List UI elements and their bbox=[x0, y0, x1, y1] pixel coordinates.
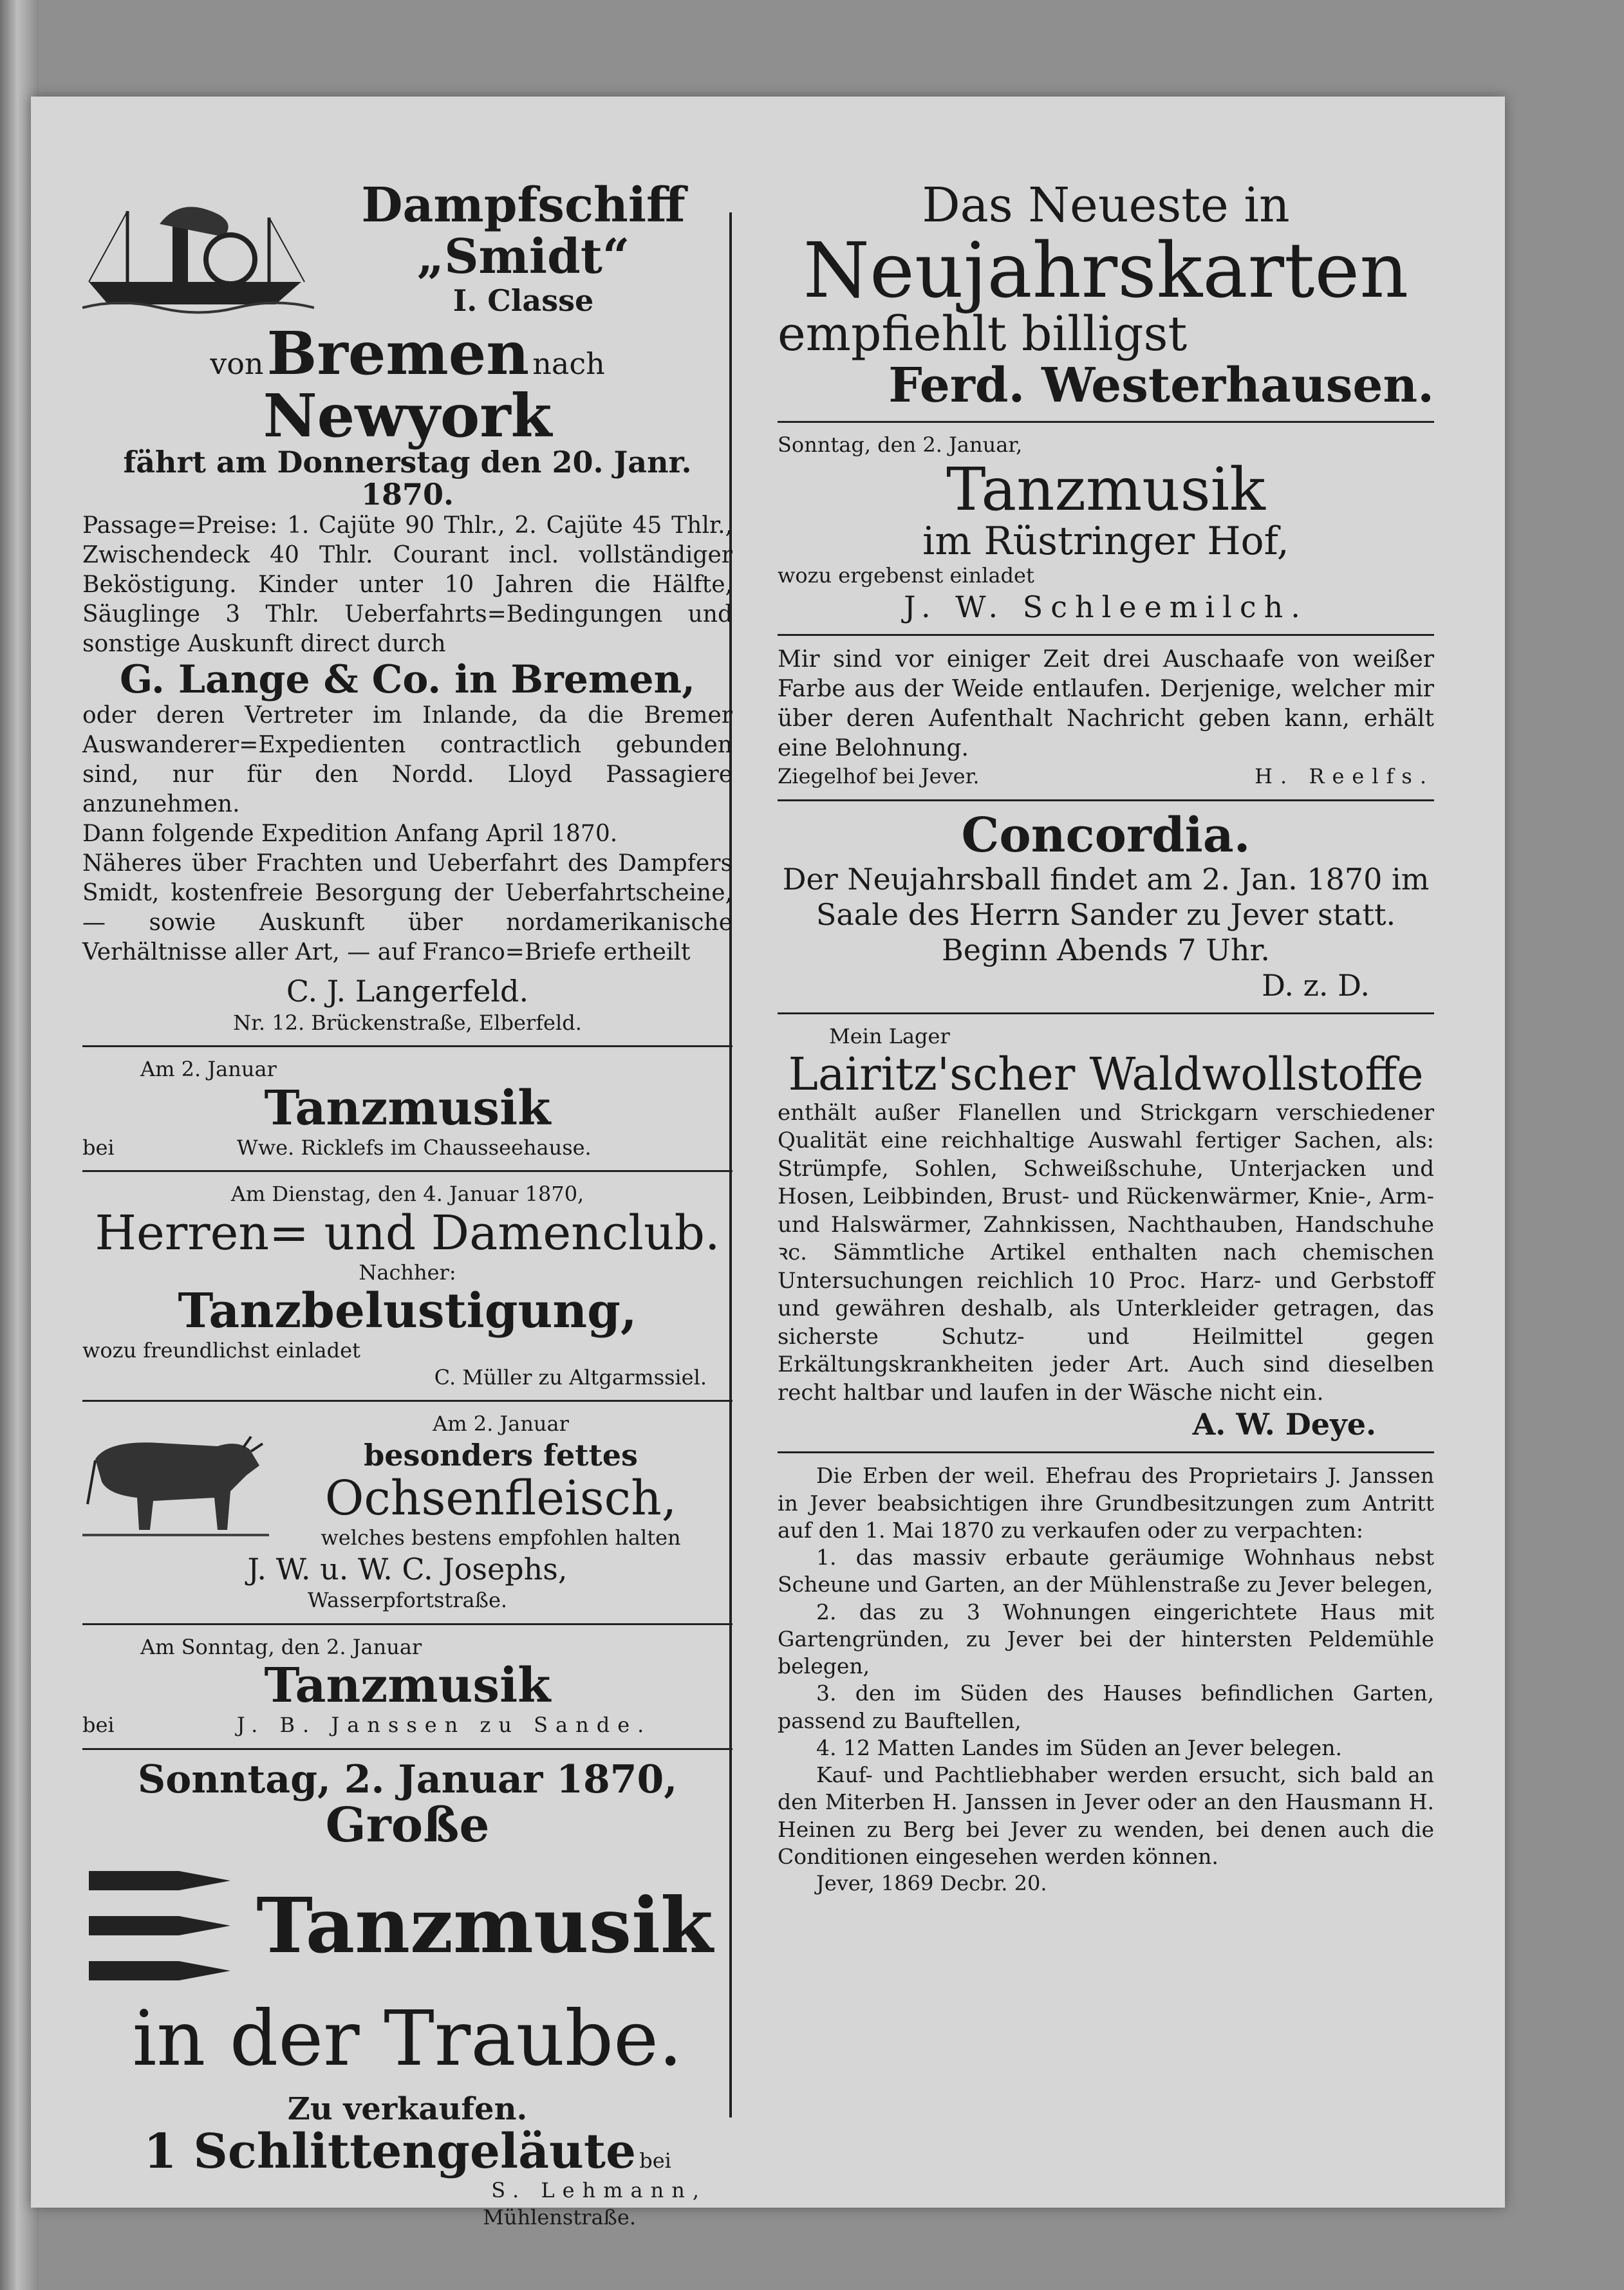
divider bbox=[778, 421, 1434, 423]
ad-signer: H. Reelfs. bbox=[1255, 764, 1434, 789]
dance-ad-ricklefs bbox=[82, 1056, 733, 1161]
route-to: Newyork bbox=[263, 380, 552, 451]
ad-host: Ferd. Westerhausen. bbox=[888, 358, 1434, 414]
club-ad bbox=[82, 1181, 733, 1391]
ad-host: Wwe. Ricklefs im Chausseehause. bbox=[236, 1135, 592, 1160]
meat-ad bbox=[82, 1411, 733, 1614]
ad-host: J. W. u. W. C. Josephs, bbox=[247, 1551, 568, 1587]
ad-date: Sonntag, den 2. Januar, bbox=[778, 433, 1023, 458]
ad-item-3: 3. den im Süden des Hauses befindlichen Garten, passend zu Bauftellen, bbox=[778, 1680, 1434, 1733]
ad-title: Concordia. bbox=[961, 807, 1251, 863]
ox-icon bbox=[82, 1420, 269, 1543]
ad-title: Tanzmusik bbox=[946, 454, 1265, 524]
ad-title-3: in der Traube. bbox=[132, 1994, 683, 2083]
divider bbox=[82, 1170, 733, 1172]
ad-line2: welches bestens empfohlen halten bbox=[321, 1525, 681, 1550]
ad-invite: wozu ergebenst einladet bbox=[778, 563, 1034, 588]
ad-address: Mühlenstraße. bbox=[483, 2205, 636, 2230]
ad-body: Der Neujahrsball findet am 2. Jan. 1870 im Saale des Herrn Sander zu Jever statt. bbox=[782, 861, 1430, 932]
ad-host: J. B. Janssen zu Sande. bbox=[236, 1713, 652, 1738]
pointing-hand-icon bbox=[82, 1852, 237, 2000]
ad-invite: wozu freundlichst einladet bbox=[82, 1338, 360, 1363]
ad-bei: bei bbox=[639, 2148, 671, 2173]
ad-date: Jever, 1869 Decbr. 20. bbox=[816, 1870, 1047, 1895]
ad-signer: A. W. Deye. bbox=[1192, 1407, 1376, 1442]
divider bbox=[778, 634, 1434, 636]
ad-body: Mir sind vor einiger Zeit drei Auschaafe von weißer Farbe aus der Weide entlaufen. Derjenige, welcher mir über deren Aufenthalt Nachricht geben kann, erhält eine Belohnung. bbox=[778, 646, 1434, 762]
ad-title-1: Große bbox=[325, 1798, 490, 1854]
route-von: von bbox=[210, 346, 264, 381]
steamship-ad bbox=[82, 180, 733, 1036]
route-from: Bremen bbox=[266, 319, 530, 388]
ad-title-2: Tanzbelustigung, bbox=[178, 1283, 637, 1339]
divider bbox=[82, 1045, 733, 1047]
ad-address: Wasserpfortstraße. bbox=[307, 1587, 508, 1612]
divider bbox=[778, 1012, 1434, 1014]
ad-place: im Rüstringer Hof, bbox=[922, 519, 1289, 564]
ad-signer: D. z. D. bbox=[1262, 968, 1370, 1003]
ad-host: S. Lehmann, bbox=[491, 2178, 707, 2203]
sleigh-bells-ad bbox=[82, 2090, 733, 2231]
ad-time: Beginn Abends 7 Uhr. bbox=[941, 933, 1271, 968]
property-sale-ad bbox=[778, 1462, 1434, 1897]
ad-title: Herren= und Damenclub. bbox=[95, 1205, 720, 1261]
ad-date: Sonntag, 2. Januar 1870, bbox=[137, 1756, 678, 1802]
ad-title: Tanzmusik bbox=[264, 1658, 551, 1714]
agent-name: G. Lange & Co. in Bremen, bbox=[119, 656, 696, 702]
ad-intro: Mein Lager bbox=[829, 1024, 950, 1049]
ad-body: enthält außer Flanellen und Strickgarn verschiedener Qualität eine reichhaltige Auswahl fertiger Sachen, als: Strümpfe, Sohlen, Schweißschuhe, Unterjacken und Hosen, Leibbinden, Brust- und Rückenwärmer, Knie-, Arm- und Halswärmer, Zahnkissen, Nachthauben, Handschuhe ꝛc. Sämmtliche Artikel enthalten nach chemischen Untersuchungen reichlich 10 Proc. Harz- und Gerbstoff und gewähren deshalb, als Unterkleider getragen, das sicherste Schutz- und Heilmittel gegen Erkältungskrankheiten jeder Art. Auch sind dieselben recht haltbar und laufen in der Wäsche nicht ein. bbox=[778, 1099, 1434, 1406]
next-expedition: Dann folgende Expedition Anfang April 1870. bbox=[82, 821, 618, 848]
further-info: Näheres über Frachten und Ueberfahrt des Dampfers Smidt, kostenfreie Besorgung der Ueberfahrtscheine, — sowie Auskunft über nordamerikanische Verhältnisse aller Art, — auf Franco=Briefe ertheilt bbox=[82, 850, 733, 966]
ad-date: Am Dienstag, den 4. Januar 1870, bbox=[230, 1182, 584, 1207]
ad-title: Ochsenfleisch, bbox=[324, 1471, 677, 1527]
right-column bbox=[778, 180, 1434, 1897]
ad-host: C. Müller zu Altgarmssiel. bbox=[434, 1364, 707, 1390]
ad-host: J. W. Schleemilch. bbox=[904, 589, 1308, 624]
agent-details: oder deren Vertreter im Inlande, da die Bremer Auswanderer=Expedienten contractlich gebunden sind, nur für den Nordd. Lloyd Passagiere anzunehmen. bbox=[82, 702, 733, 817]
ad-line2: empfiehlt billigst bbox=[778, 306, 1188, 362]
ad-nachher: Nachher: bbox=[359, 1260, 456, 1285]
ad-item: 1 Schlittengeläute bbox=[144, 2123, 637, 2179]
ad-heading: Zu verkaufen. bbox=[287, 2090, 528, 2127]
divider bbox=[778, 1451, 1434, 1453]
steamship-icon bbox=[82, 185, 314, 314]
steamship-name: „Smidt“ bbox=[416, 228, 630, 284]
ad-date: Am 2. Januar bbox=[433, 1411, 569, 1437]
ad-bei: bei bbox=[82, 1135, 115, 1160]
ad-date: Am 2. Januar bbox=[140, 1057, 277, 1082]
steamship-class: I. Classe bbox=[453, 283, 594, 318]
traube-ad bbox=[82, 1756, 733, 2083]
steamship-title: Dampfschiff bbox=[361, 178, 686, 233]
ad-outro: Kauf- und Pachtliebhaber werden ersucht, sich bald an den Miterben H. Janssen in Jever oder an den Hausmann H. Heinen zu Berg bei Jever zu wenden, bei denen auch die Conditionen eingesehen werden können. bbox=[778, 1762, 1434, 1869]
ad-title: Neujahrskarten bbox=[803, 225, 1409, 315]
ad-line1: besonders fettes bbox=[364, 1438, 638, 1473]
route-nach: nach bbox=[532, 346, 605, 381]
steamship-signer: C. J. Langerfeld. bbox=[286, 974, 529, 1009]
ad-title: Lairitz'scher Waldwollstoffe bbox=[788, 1048, 1424, 1101]
ad-line1: Das Neueste in bbox=[922, 178, 1290, 233]
concordia-ad bbox=[778, 807, 1434, 1004]
new-year-cards-ad bbox=[778, 180, 1434, 412]
newspaper-page bbox=[31, 97, 1505, 2230]
ad-date: Am Sonntag, den 2. Januar bbox=[140, 1634, 422, 1659]
ad-intro: Die Erben der weil. Ehefrau des Proprietairs J. Janssen in Jever beabsichtigen ihre Grundbesitzungen zum Antritt auf den 1. Mai 1870 zu verkaufen oder zu verpachten: bbox=[778, 1463, 1434, 1543]
ad-place: Ziegelhof bei Jever. bbox=[778, 764, 980, 789]
ad-item-1: 1. das massiv erbaute geräumige Wohnhaus nebst Scheune und Garten, an der Mühlenstraße zu Jever belegen, bbox=[778, 1545, 1434, 1597]
lost-sheep-ad bbox=[778, 645, 1434, 790]
divider bbox=[82, 1748, 733, 1750]
ad-title-2: Tanzmusik bbox=[256, 1881, 713, 1971]
steamship-address: Nr. 12. Brückenstraße, Elberfeld. bbox=[233, 1010, 582, 1035]
divider bbox=[778, 799, 1434, 801]
divider bbox=[82, 1623, 733, 1625]
divider bbox=[82, 1400, 733, 1402]
dance-ad-janssen bbox=[82, 1634, 733, 1739]
ad-title: Tanzmusik bbox=[264, 1080, 551, 1136]
ad-bei: bei bbox=[82, 1713, 115, 1738]
passage-prices: Passage=Preise: 1. Cajüte 90 Thlr., 2. Cajüte 45 Thlr., Zwischendeck 40 Thlr. Courant incl. vollständiger Beköstigung. Kinder unter 10 Jahren die Hälfte, Säuglinge 3 Thlr. Ueberfahrts=Bedingungen und sonstige Auskunft direct durch bbox=[82, 512, 733, 657]
waldwoll-ad bbox=[778, 1023, 1434, 1442]
left-column bbox=[82, 180, 733, 2231]
ad-item-2: 2. das zu 3 Wohnungen eingerichtete Haus mit Gartengründen, zu Jever bei der hintersten Peldemühle belegen, bbox=[778, 1599, 1434, 1679]
dance-ad-ruestringer bbox=[778, 432, 1434, 625]
departure-date: fährt am Donnerstag den 20. Janr. 1870. bbox=[123, 445, 692, 512]
ad-item-4: 4. 12 Matten Landes im Süden an Jever belegen. bbox=[816, 1735, 1342, 1760]
